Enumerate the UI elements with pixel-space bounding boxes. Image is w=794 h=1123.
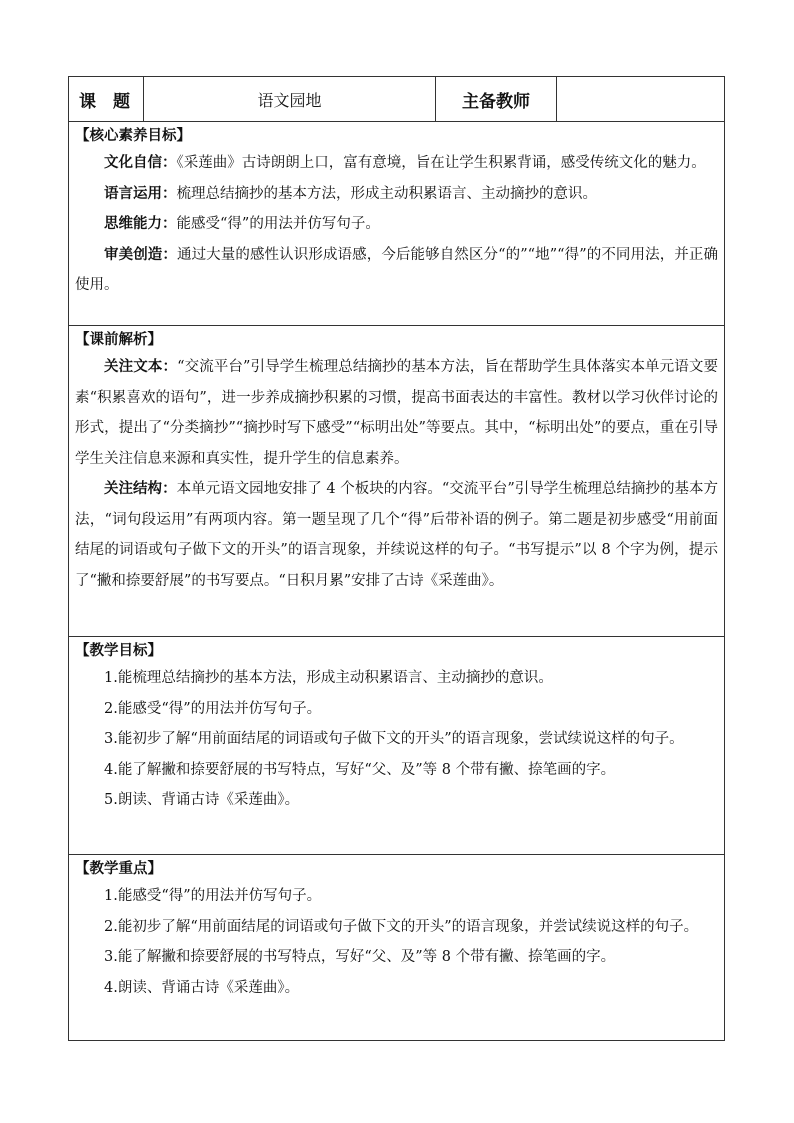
core-goals-row [69, 122, 725, 326]
core-goal-text: 梳理总结摘抄的基本方法，形成主动积累语言、主动摘抄的意识。 [176, 185, 597, 202]
key-point-item: 3.能了解撇和捺要舒展的书写特点，写好“父、及”等 8 个带有撇、捺笔画的字。 [104, 949, 616, 965]
core-goal-lead: 文化自信： [104, 154, 177, 171]
core-goal-item [75, 240, 718, 301]
key-points-section [69, 855, 725, 1041]
analysis-title: 【课前解析】 [75, 331, 162, 348]
key-points-row [69, 855, 725, 1041]
teacher-label: 主备教师 [436, 77, 557, 122]
topic-label: 课 题 [69, 77, 144, 122]
core-goal-lead: 思维能力： [104, 215, 177, 232]
teacher-value [557, 77, 725, 122]
analysis-section [69, 326, 725, 637]
teaching-goal-item: 2.能感受“得”的用法并仿写句子。 [104, 700, 322, 717]
core-goal-lead: 语言运用： [104, 184, 177, 202]
core-goal-item [75, 179, 718, 210]
analysis-item [75, 352, 718, 474]
analysis-text: 本单元语文园地安排了 4 个板块的内容。“交流平台”引导学生梳理总结摘抄的基本方法，“词句段运用”有两项内容。第一题呈现了几个“得”后带补语的例子。第二题是初步感受“用前面结尾的词语或句子做下文的开头”的语言现象，并续说这样的句子。“书写提示”以 8 个字为例，提示了“撇和捺要舒展”的书写要点。“日积月累”安排了古诗《采莲曲》。 [75, 481, 718, 589]
key-points-title: 【教学重点】 [75, 860, 162, 877]
core-goals-section [69, 122, 725, 326]
analysis-lead: 关注文本： [104, 358, 178, 375]
core-goal-lead: 审美创造： [104, 245, 177, 263]
teaching-goal-item: 5.朗读、背诵古诗《采莲曲》。 [104, 792, 300, 808]
core-goal-item [75, 148, 718, 179]
teaching-goal-item: 3.能初步了解“用前面结尾的词语或句子做下文的开头”的语言现象，尝试续说这样的句子。 [104, 731, 684, 747]
key-point-item: 4.朗读、背诵古诗《采莲曲》。 [104, 979, 300, 996]
key-point-item: 2.能初步了解“用前面结尾的词语或句子做下文的开头”的语言现象，并尝试续说这样的句子。 [104, 918, 699, 935]
analysis-item [75, 474, 718, 596]
teaching-goals-title: 【教学目标】 [75, 642, 162, 659]
lesson-plan-table [68, 76, 725, 1041]
core-goals-title: 【核心素养目标】 [75, 127, 191, 144]
teaching-goals-row [69, 637, 725, 855]
teaching-goal-item: 1.能梳理总结摘抄的基本方法，形成主动积累语言、主动摘抄的意识。 [104, 670, 553, 686]
topic-value: 语文园地 [144, 77, 436, 122]
teaching-goal-item: 4.能了解撇和捺要舒展的书写特点，写好“父、及”等 8 个带有撇、捺笔画的字。 [104, 761, 616, 778]
analysis-text: “交流平台”引导学生梳理总结摘抄的基本方法，旨在帮助学生具体落实本单元语文要素“积累喜欢的语句”，进一步养成摘抄积累的习惯，提高书面表达的丰富性。教材以学习伙伴讨论的形式，提出了“分类摘抄”“摘抄时写下感受”“标明出处”等要点。其中，“标明出处”的要点，重在引导学生关注信息来源和真实性，提升学生的信息素养。 [75, 359, 719, 467]
analysis-lead: 关注结构： [104, 480, 177, 497]
core-goal-text: 能感受“得”的用法并仿写句子。 [176, 216, 380, 232]
analysis-row [69, 326, 725, 637]
core-goal-text: 通过大量的感性认识形成语感，今后能够自然区分“的”“地”“得”的不同用法，并正确使用。 [75, 246, 718, 293]
teaching-goals-section [69, 637, 725, 855]
header-row [69, 77, 725, 122]
key-point-item: 1.能感受“得”的用法并仿写句子。 [104, 888, 322, 904]
core-goal-text: 《采莲曲》古诗朗朗上口，富有意境，旨在让学生积累背诵，感受传统文化的魅力。 [176, 155, 706, 171]
core-goal-item [75, 209, 718, 240]
